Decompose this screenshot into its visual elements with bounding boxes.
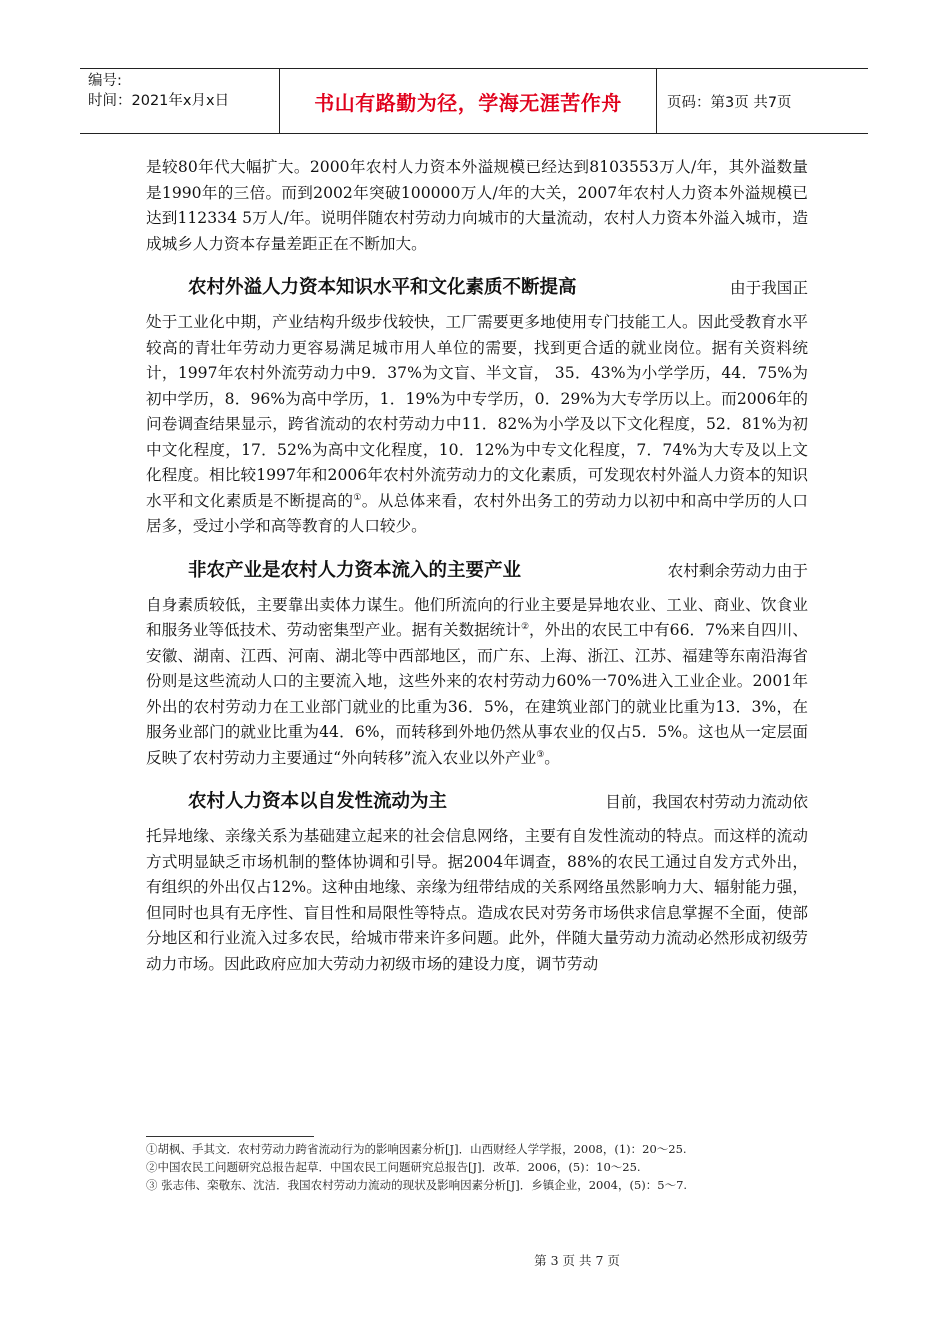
document-body bbox=[146, 155, 808, 977]
header-motto-cell bbox=[280, 69, 657, 133]
section-heading-education: 农村外溢人力资本知识水平和文化素质不断提高 bbox=[188, 277, 577, 298]
section-heading-row bbox=[146, 558, 808, 584]
paragraph-spontaneous: 托异地缘、亲缘关系为基础建立起来的社会信息网络，主要有自发性流动的特点。而这样的流动方式明显缺乏市场机制的整体协调和引导。据2004年调查，88%的农民工通过自发方式外出，有组织的外出仅占12%。这种由地缘、亲缘为纽带结成的关系网络虽然影响力大、辐射能力强，但同时也具有无序性、盲目性和局限性等特点。造成农民对劳务市场供求信息掌握不全面，使部分地区和行业流入过多农民，给城市带来许多问题。此外，伴随大量劳动力流动必然形成初级劳动力市场。因此政府应加大劳动力初级市场的建设力度，调节劳动 bbox=[146, 827, 808, 973]
footnote-ref[interactable]: ② bbox=[520, 622, 530, 632]
section-lead-text: 农村剩余劳动力由于 bbox=[667, 561, 808, 580]
paragraph-text: ，外出的农民工中有66．7%来自四川、安徽、湖南、江西、河南、湖北等中西部地区，而广东、上海、浙江、江苏、福建等东南沿海省份则是这些流动人口的主要流入地，这些外来的农村劳动力60%一70%进入工业企业。2001年外出的农村劳动力在工业部门就业的比重为36．5%，在建筑业部门的就业比重为13．3%，在服务业部门的就业比重为44．6%，而转移到外地仍然从事农业的仅占5．5%。这也从一定层面反映了农村劳动力主要通过“外向转移”流入农业以外产业 bbox=[146, 621, 808, 767]
footnote-3: ③ 张志伟、栾敬东、沈洁．我国农村劳动力流动的现状及影响因素分析[J]．乡镇企业，2004，(5)：5～7. bbox=[146, 1178, 688, 1192]
footnotes bbox=[146, 1141, 808, 1195]
header-page-info: 页码：第3页 共7页 bbox=[667, 94, 792, 111]
section-heading-row bbox=[146, 789, 808, 815]
document-number-label: 编号: bbox=[88, 73, 122, 89]
section-lead-text: 由于我国正 bbox=[730, 279, 808, 297]
paragraph-text: 。 bbox=[544, 748, 560, 767]
footnote-2: ②中国农民工问题研究总报告起草．中国农民工问题研究总报告[J]．改革．2006，(5)：10～25. bbox=[146, 1160, 641, 1174]
footnote-ref[interactable]: ③ bbox=[536, 749, 545, 760]
header-motto: 书山有路勤为径，学海无涯苦作舟 bbox=[314, 90, 622, 115]
footnote-ref[interactable]: ① bbox=[353, 492, 362, 503]
footnote-1: ①胡枫、手其文．农村劳动力跨省流动行为的影响因素分析[J]．山西财经人学学报，2008，(1)：20～25. bbox=[146, 1142, 687, 1156]
section-lead-text: 目前，我国农村劳动力流动依 bbox=[605, 793, 808, 811]
paragraph-text: 。从总体来看，农村外出务工的劳动力以初中和高中学历的人口居多，受过小学和高等教育的人口较少。 bbox=[146, 491, 808, 535]
paragraph-text: 处于工业化中期，产业结构升级步伐较快，工厂需要更多地使用专门技能工人。因此受教育水平较高的青壮年劳动力更容易满足城市用人单位的需要，找到更合适的就业岗位。据有关资料统计，1997年农村外流劳动力中9．37%为文盲、半文盲， 35．43%为小学学历，44．75%为初中学历，8．96%为高中学历，1．19%为中专学历，0．29%为大专学历以上。而2006年的问卷调查结果显示，跨省流动的农村劳动力中11．82%为小学及以下文化程度，52．81%为初中文化程度，17．52%为高中文化程度，10．12%为中专文化程度，7．74%为大专及以上文化程度。相比较1997年和2006年农村外流劳动力的文化素质，可发现农村外溢人力资本的知识水平和文化素质是不断提高的 bbox=[146, 313, 808, 510]
section-heading-industry: 非农产业是农村人力资本流入的主要产业 bbox=[188, 559, 522, 581]
section-heading-spontaneous: 农村人力资本以自发性流动为主 bbox=[188, 791, 448, 812]
section-heading-row bbox=[146, 275, 808, 301]
document-date: 时间：2021年x月x日 bbox=[88, 93, 230, 109]
paragraph-text: 自身素质较低，主要靠出卖体力谋生。他们所流向的行业主要是异地农业、工业、商业、饮食业和服务业等低技术、劳动密集型产业。据有关数据统计 bbox=[146, 595, 808, 639]
page-number: 第 3 页 共 7 页 bbox=[534, 1253, 620, 1268]
footnote-divider bbox=[146, 1136, 314, 1137]
page-header bbox=[80, 68, 868, 134]
paragraph-intro: 是较80年代大幅扩大。2000年农村人力资本外溢规模已经达到8103553万人/年，其外溢数量是1990年的三倍。而到2002年突破100000万人/年的大关，2007年农村人力资本外溢规模已达到112334 5万人/年。说明伴随农村劳动力向城市的大量流动，农村人力资本外溢入城市，造成城乡人力资本存量差距正在不断加大。 bbox=[146, 158, 808, 253]
header-meta bbox=[80, 69, 280, 133]
paragraph-education bbox=[146, 310, 808, 540]
page-footer bbox=[0, 1251, 950, 1269]
paragraph-industry bbox=[146, 593, 808, 772]
